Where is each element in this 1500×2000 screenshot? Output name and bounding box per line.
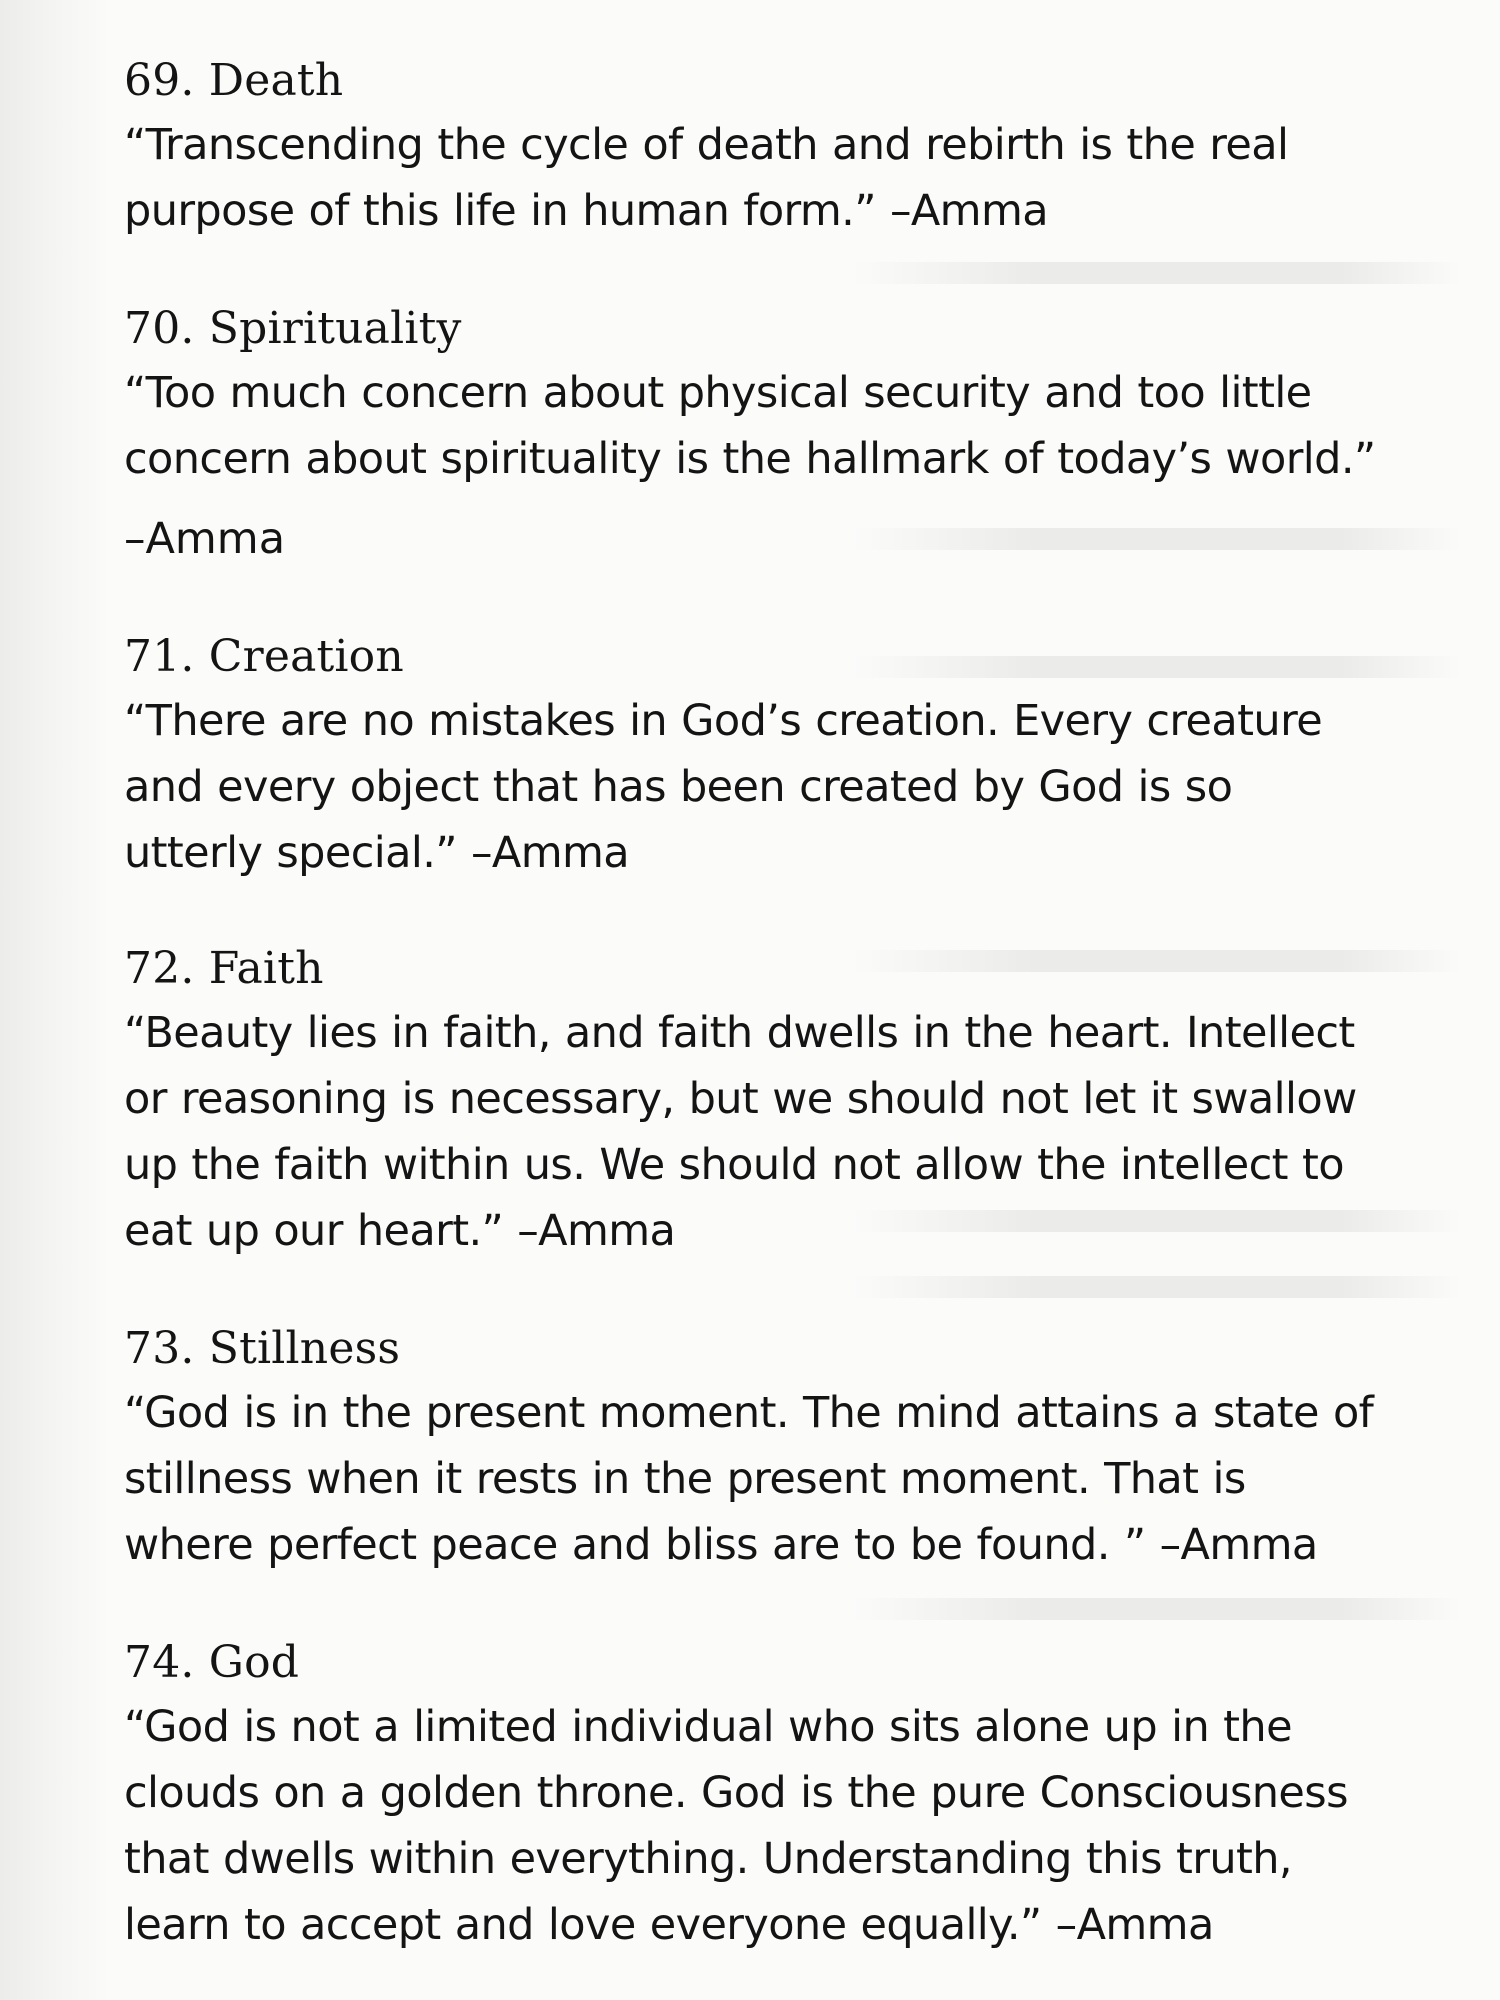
- entry-quote: “God is not a limited individual who sits alone up in the clouds on a golden throne. God is the pure Consciousness that dwells within everything. Understanding this truth, learn to accept and love everyone equally.” –Amma: [124, 1702, 1348, 1950]
- show-through-line: [852, 262, 1462, 284]
- entry-quote: “Too much concern about physical security and too little concern about spirituality is the hallmark of today’s world.”: [124, 368, 1376, 484]
- entry-heading: 71. Creation: [124, 631, 404, 682]
- entry-quote: “God is in the present moment. The mind attains a state of stillness when it rests in the present moment. That is where perfect peace and bliss are to be found. ” –Amma: [124, 1388, 1374, 1570]
- entry-heading: 72. Faith: [124, 943, 324, 994]
- entry-quote: “There are no mistakes in God’s creation. Every creature and every object that has been created by God is so utterly special.” –Amma: [124, 696, 1323, 878]
- quote-entry-creation: [124, 626, 1379, 886]
- entry-attribution: –Amma: [124, 514, 286, 564]
- entry-heading: 74. God: [124, 1637, 300, 1688]
- quote-entry-stillness: [124, 1318, 1379, 1578]
- entry-heading: 69. Death: [124, 55, 344, 106]
- show-through-line: [852, 1598, 1462, 1620]
- quote-entry-spirituality: [124, 298, 1379, 572]
- quote-entry-faith: [124, 938, 1379, 1264]
- quote-entry-death: [124, 50, 1379, 244]
- entry-heading: 70. Spirituality: [124, 303, 462, 354]
- page-gutter-shadow: [0, 0, 110, 2000]
- entry-heading: 73. Stillness: [124, 1323, 401, 1374]
- entry-quote: “Transcending the cycle of death and rebirth is the real purpose of this life in human form.” –Amma: [124, 120, 1289, 236]
- quote-entry-god: [124, 1632, 1379, 1958]
- show-through-line: [852, 1276, 1462, 1298]
- entry-quote: “Beauty lies in faith, and faith dwells in the heart. Intellect or reasoning is necessary, but we should not let it swallow up the faith within us. We should not allow the intellect to eat up our heart.” –Amma: [124, 1008, 1357, 1256]
